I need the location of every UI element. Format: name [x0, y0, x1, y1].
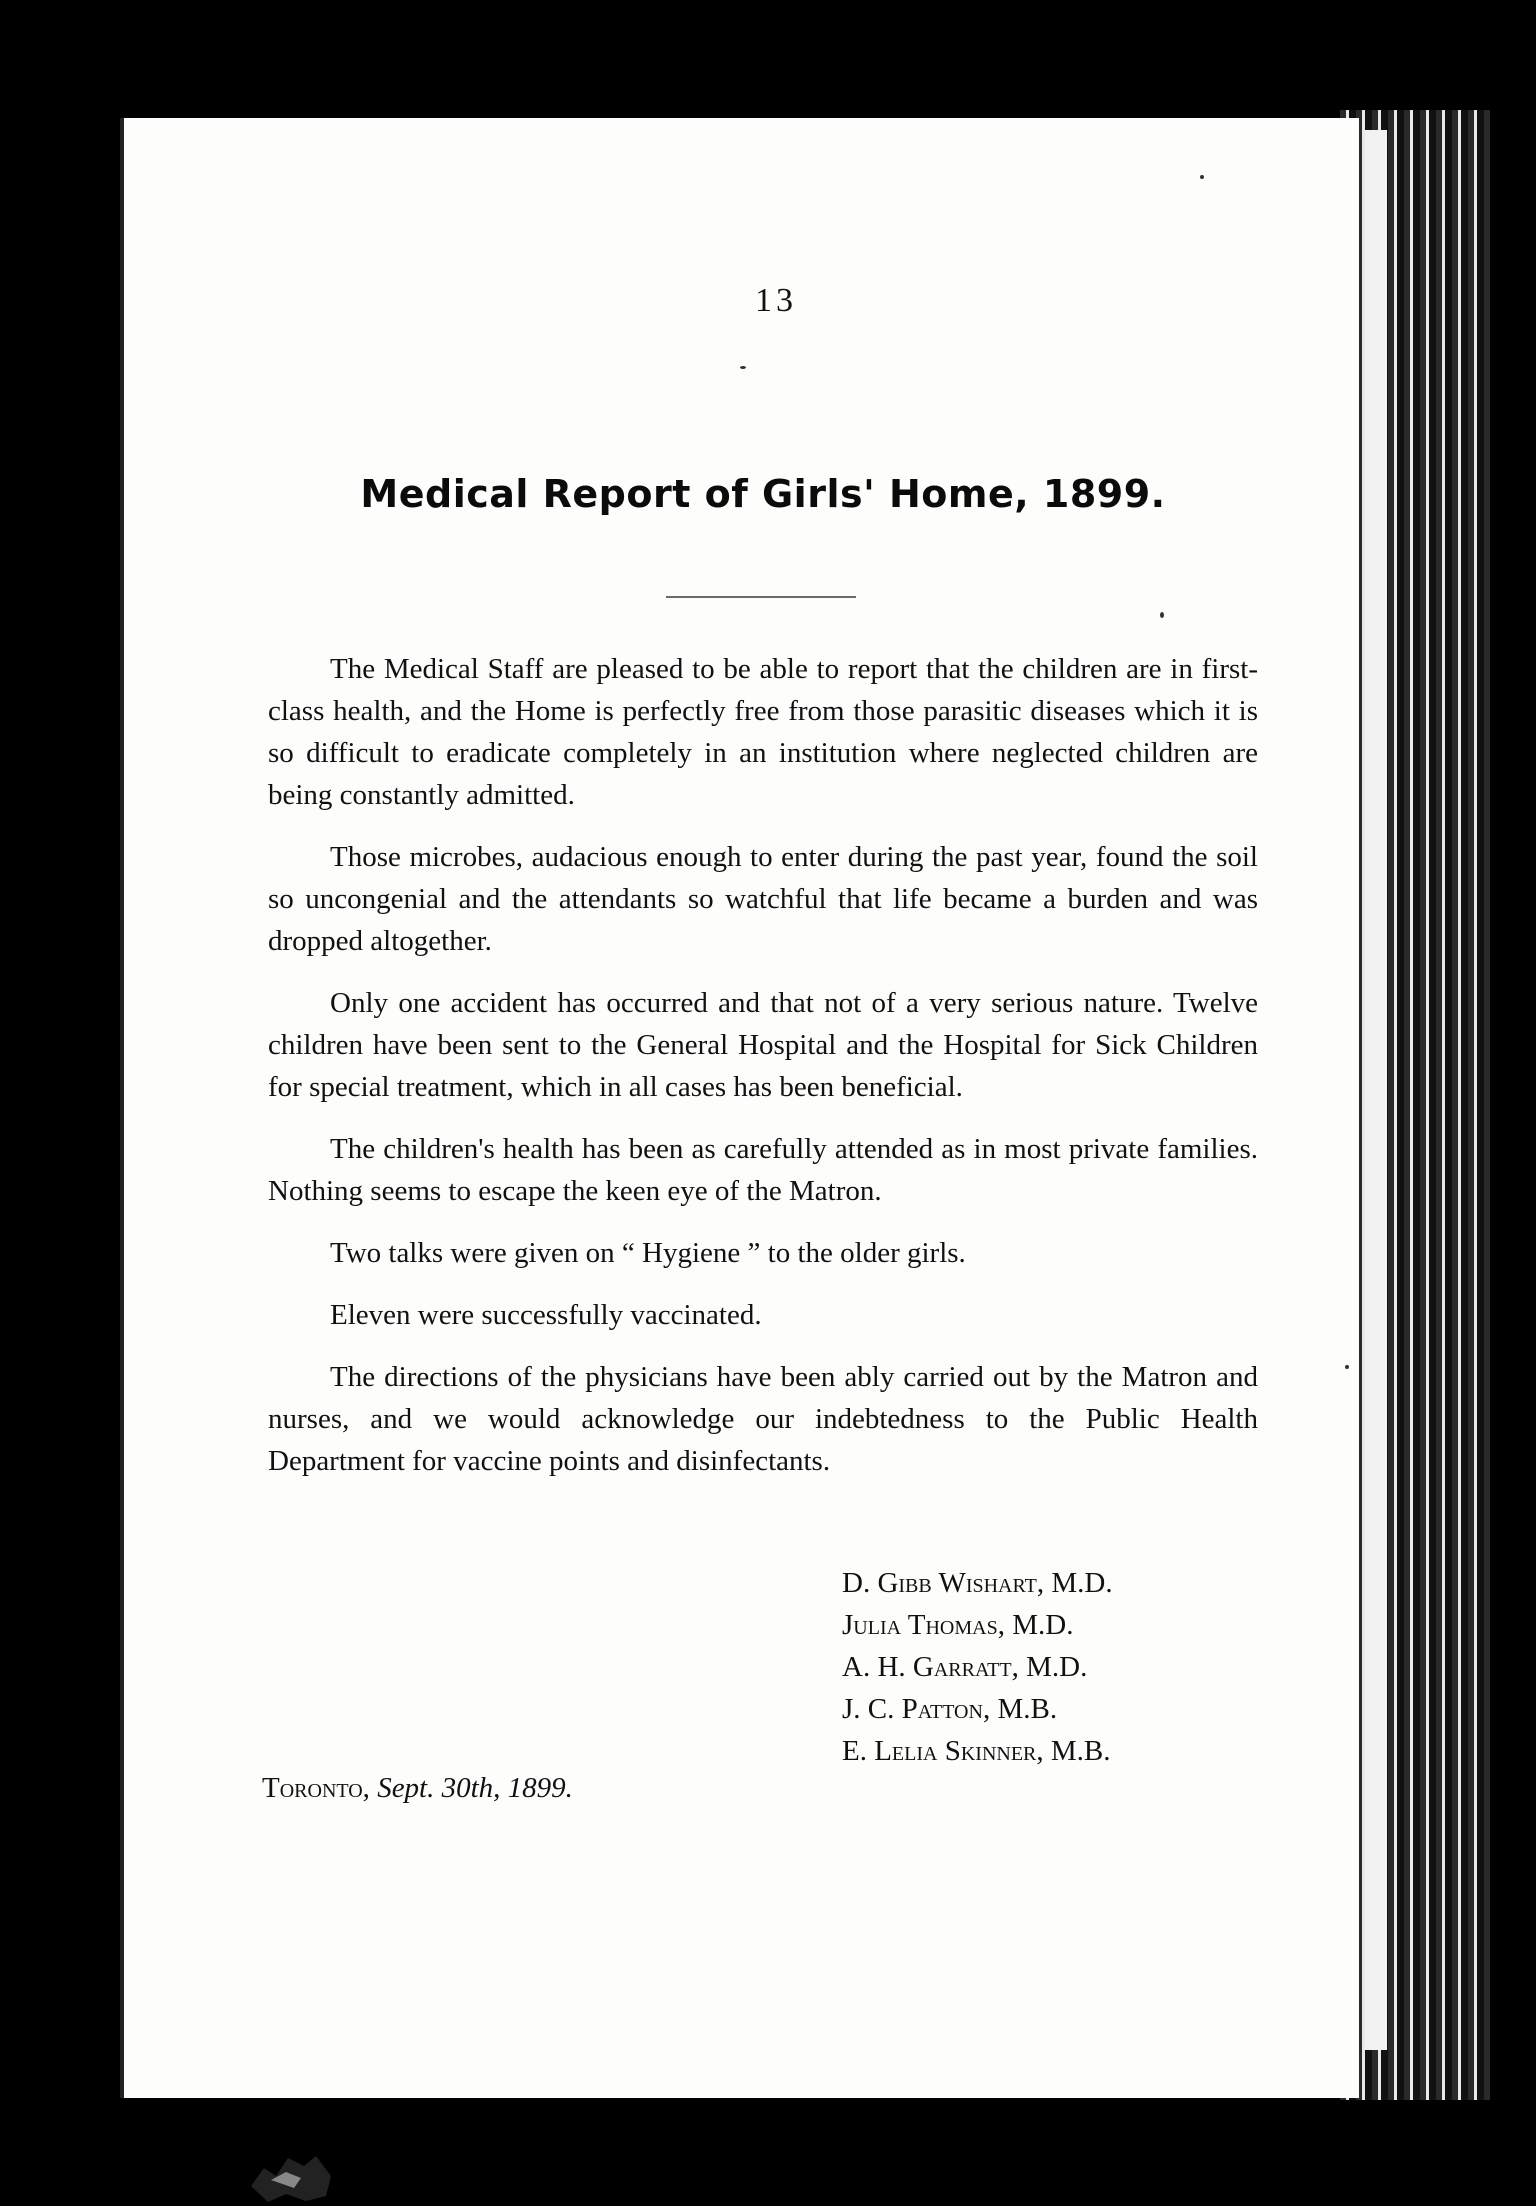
scan-speck: [1160, 612, 1164, 618]
signatory: E. Lelia Skinner, M.B.: [842, 1735, 1111, 1767]
paragraph: Only one accident has occurred and that not of a very serious nature. Twelve children have been sent to the General Hospital and the Hospital for Sick Children for special treatment, which in all cases has been beneficial.: [268, 987, 1258, 1103]
signatory: A. H. Garratt, M.D.: [842, 1651, 1088, 1683]
place: Toronto,: [262, 1772, 370, 1804]
scan-speck: [740, 366, 746, 369]
paragraph: Eleven were successfully vaccinated.: [330, 1299, 762, 1331]
title-divider: [666, 596, 856, 598]
signatory: J. C. Patton, M.B.: [842, 1693, 1058, 1725]
torn-corner: [246, 2146, 336, 2206]
page-number: 13: [755, 282, 797, 319]
book-edge-strip: [1365, 130, 1387, 2050]
paragraph: Those microbes, audacious enough to enter during the past year, found the soil so uncongenial and the attendants so watchful that life became a burden and was dropped altogether.: [268, 841, 1258, 957]
paragraph: The directions of the physicians have been ably carried out by the Matron and nurses, and we would acknowledge our indebtedness to the Public Health Department for vaccine points and disinfectants.: [268, 1361, 1258, 1477]
scan-speck: [1345, 1365, 1349, 1369]
signatory: Julia Thomas, M.D.: [842, 1609, 1074, 1641]
signatory: D. Gibb Wishart, M.D.: [842, 1567, 1113, 1599]
page-title: Medical Report of Girls' Home, 1899.: [360, 472, 1166, 516]
report-body: [268, 648, 1258, 1502]
paragraph: Two talks were given on “ Hygiene ” to the older girls.: [330, 1237, 966, 1269]
date: Sept. 30th, 1899.: [377, 1772, 573, 1804]
paragraph: The Medical Staff are pleased to be able to report that the children are in first-class health, and the Home is perfectly free from those parasitic diseases which it is so difficult to eradicate completely in an institution where neglected children are being constantly admitted.: [268, 653, 1258, 811]
paragraph: The children's health has been as carefully attended as in most private families. Nothing seems to escape the keen eye of the Matron.: [268, 1133, 1258, 1207]
signature-block: [842, 1562, 1113, 1772]
book-page-edges: [1340, 110, 1490, 2100]
place-and-date: [262, 1772, 573, 1805]
scan-speck: [1200, 175, 1204, 179]
